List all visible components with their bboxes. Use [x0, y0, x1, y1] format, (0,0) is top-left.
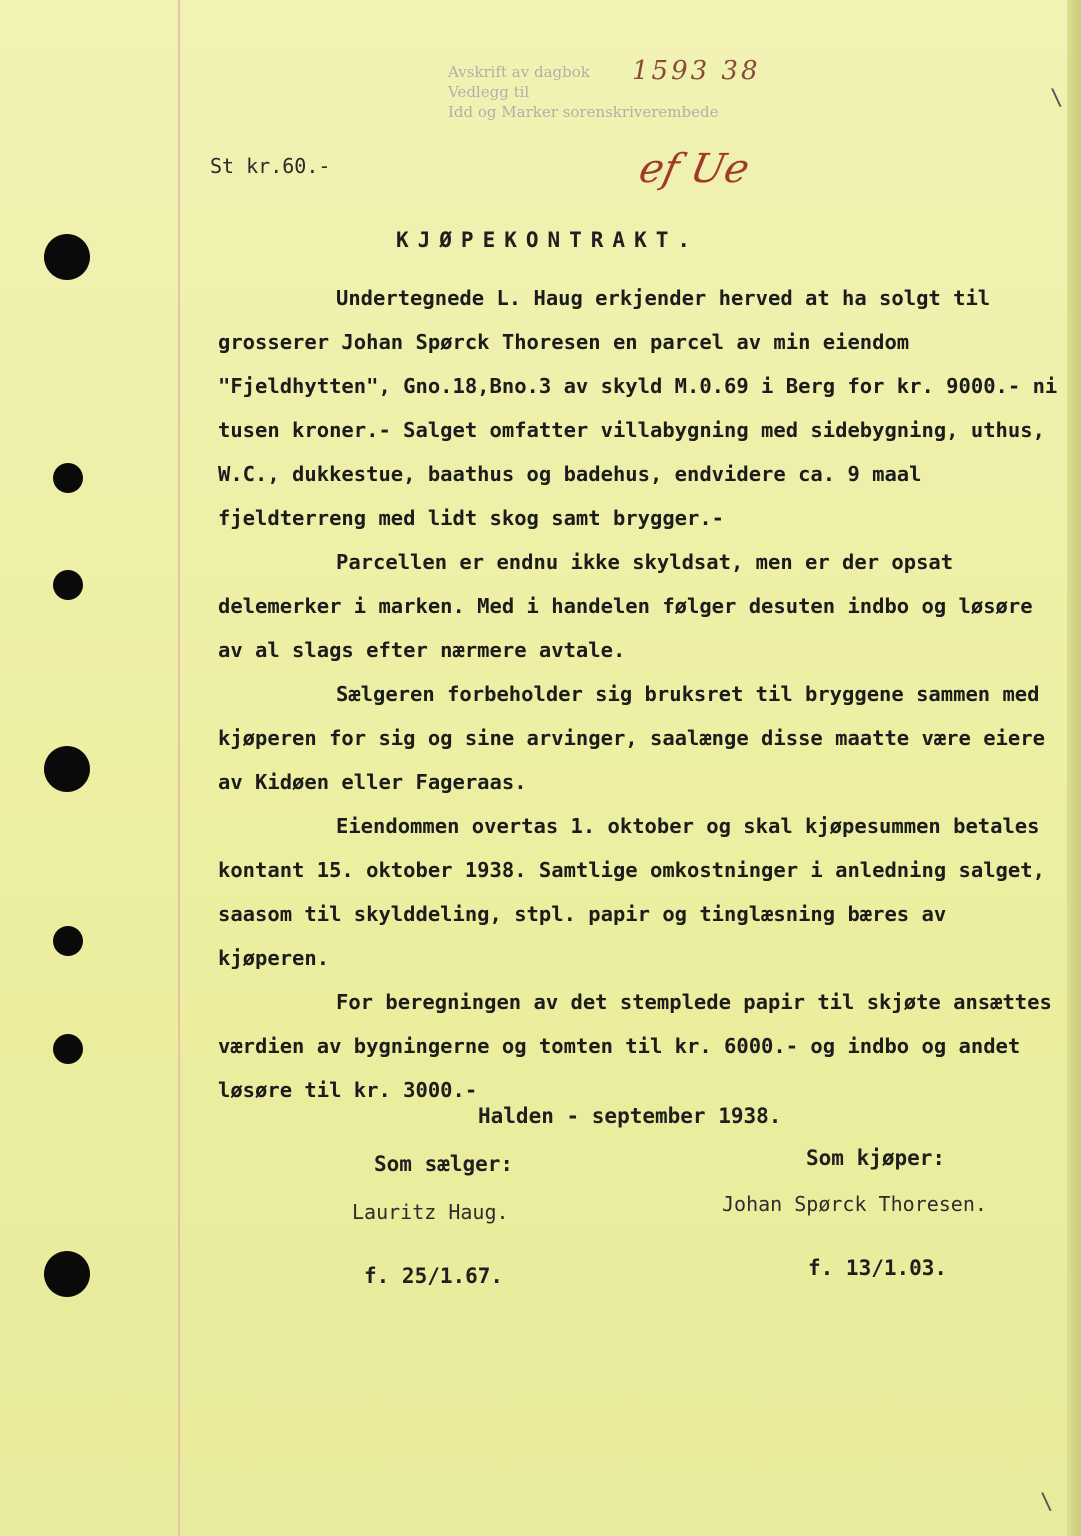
corner-tick-mark: \ [1050, 86, 1064, 111]
contract-paragraph: Undertegnede L. Haug erkjender herved at ha solgt til grosserer Johan Spørck Thoresen en parcel av min eiendom "Fjeldhytten", Gno.18,Bno.3 av skyld M.0.69 i Berg for kr. 9000.- ni tusen kroner.- Salget omfatter villabygning med sidebygning, uthus, W.C., dukkestue, baathus og badehus, endvidere ca. 9 maal fjeldterreng med lidt skog samt brygger.- [218, 286, 1058, 530]
handwritten-initials: ef Ue [635, 146, 754, 192]
buyer-birthdate: f. 13/1.03. [808, 1256, 948, 1280]
contract-paragraph: Parcellen er endnu ikke skyldsat, men er der opsat delemerker i marken. Med i handelen følger desuten indbo og løsøre av al slags efter nærmere avtale. [218, 550, 1033, 662]
punch-hole [53, 463, 83, 493]
page-edge-shadow [1067, 0, 1081, 1536]
contract-paragraph: Eiendommen overtas 1. oktober og skal kjøpesummen betales kontant 15. oktober 1938. Samtlige omkostninger i anledning salget, saasom til skylddeling, stpl. papir og tinglæsning bæres av kjøperen. [218, 814, 1045, 970]
punch-hole [44, 746, 90, 792]
margin-rule [178, 0, 180, 1536]
stamp-line: Avskrift av dagbok [448, 63, 590, 81]
contract-paragraph: For beregningen av det stemplede papir til skjøte ansættes værdien av bygningerne og tomten til kr. 6000.- og indbo og andet løsøre til kr. 3000.- [218, 990, 1052, 1102]
seller-name: Lauritz Haug. [352, 1200, 509, 1224]
buyer-name: Johan Spørck Thoresen. [722, 1192, 987, 1216]
stamp-line: Vedlegg til [448, 83, 530, 101]
contract-body [218, 276, 1058, 1112]
corner-tick-mark: \ [1040, 1490, 1054, 1515]
punch-hole [53, 570, 83, 600]
seller-label: Som sælger: [374, 1152, 514, 1176]
place-and-date: Halden - september 1938. [478, 1104, 782, 1128]
punch-hole [53, 926, 83, 956]
buyer-label: Som kjøper: [806, 1146, 946, 1170]
handwritten-record-number: 1593 38 [632, 56, 761, 86]
document-title: KJØPEKONTRAKT. [396, 228, 700, 252]
punch-hole [44, 1251, 90, 1297]
punch-hole [53, 1034, 83, 1064]
seller-birthdate: f. 25/1.67. [364, 1264, 504, 1288]
stamp-duty-note: St kr.60.- [210, 154, 331, 178]
stamp-line: Idd og Marker sorenskriverembede [448, 103, 719, 121]
contract-paragraph: Sælgeren forbeholder sig bruksret til bryggene sammen med kjøperen for sig og sine arvinger, saalænge disse maatte være eiere av Kidøen eller Fageraas. [218, 682, 1045, 794]
punch-hole [44, 234, 90, 280]
